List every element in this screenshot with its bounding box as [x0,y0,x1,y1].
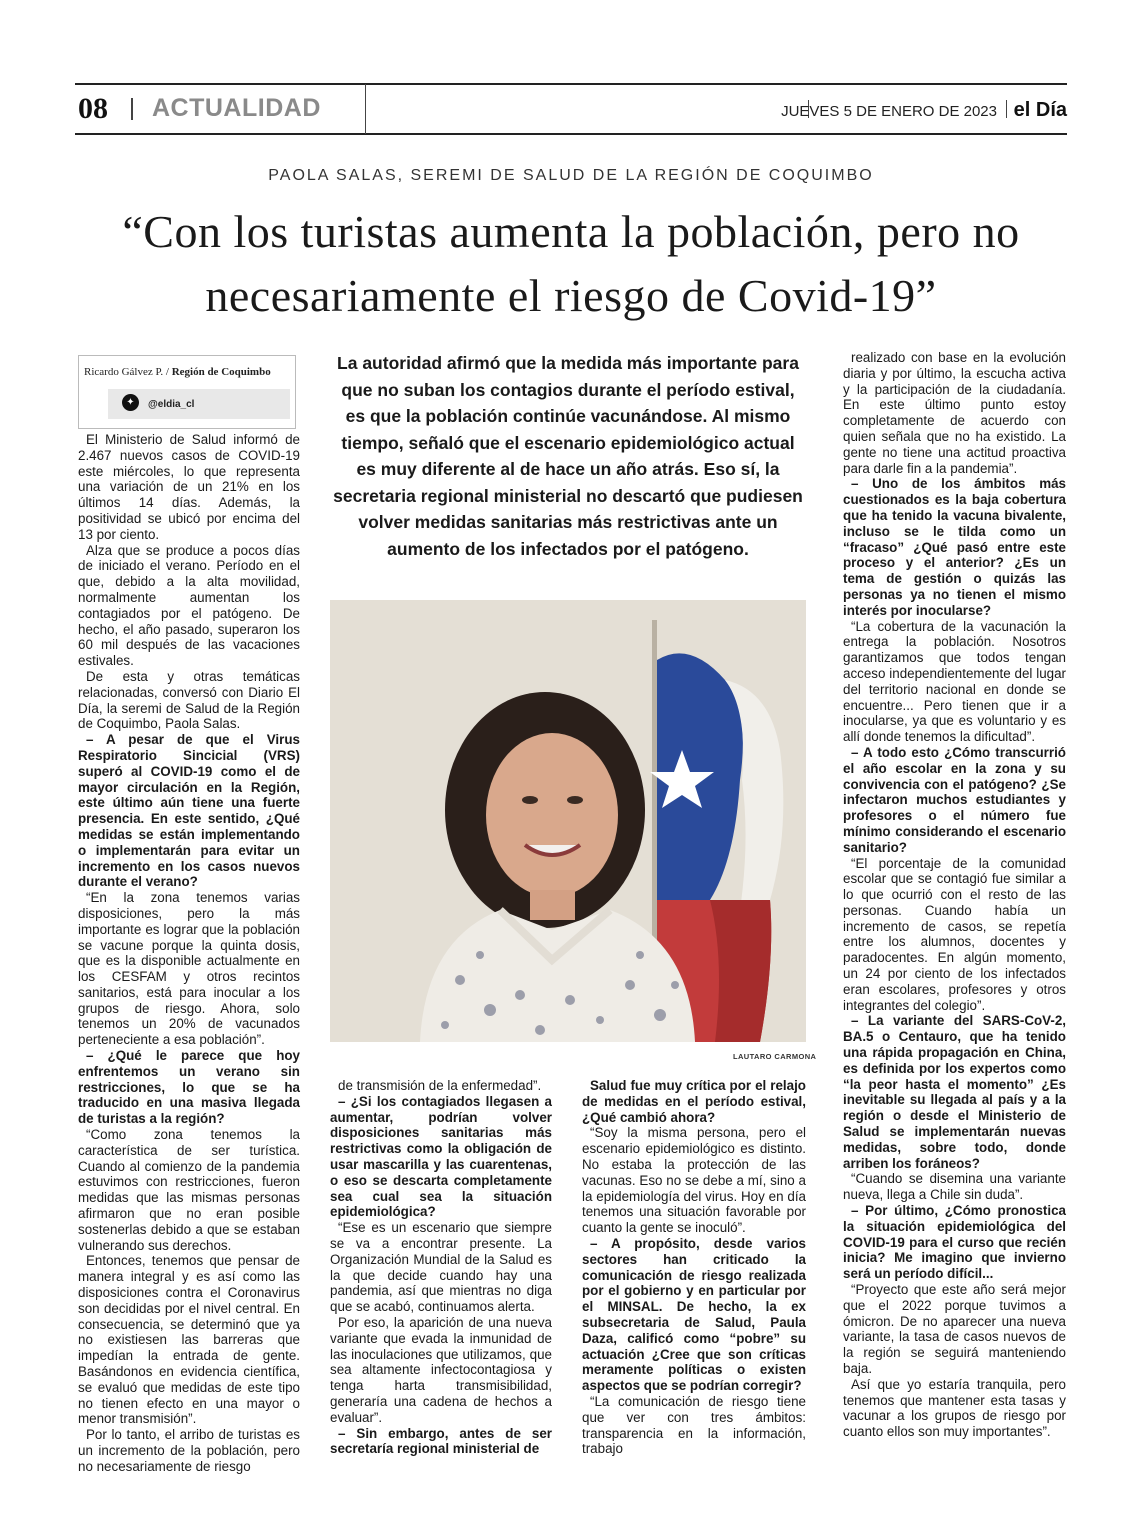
body-paragraph: Por lo tanto, el arribo de turistas es un incremento de la población, pero no necesariamente de riesgo [78,1427,300,1474]
body-column-1 [78,432,300,1475]
question-paragraph: – Por último, ¿Cómo pronostica la situación epidemiológica del COVID-19 para el curso que recién inicia? Me imagino que invierno será un período difícil... [843,1203,1066,1282]
lead-paragraph: La autoridad afirmó que la medida más importante para que no suban los contagios durante el período estival, es que la población continúe vacunándose. Al mismo tiempo, señaló que el escenario epidemiológico actual es muy diferente al de hace un año atrás. Eso sí, la secretaria regional ministerial no descartó que pudiesen volver medidas sanitarias más restrictivas ante un aumento de los infectados por el patógeno. [333,353,803,559]
body-paragraph: de transmisión de la enfermedad”. [338,1078,542,1093]
byline-region: Región de Coquimbo [171,366,271,378]
header-box-edge [365,84,366,134]
header-top-rule [75,83,1067,85]
body-paragraph: Alza que se produce a pocos días de iniciado el verano. Período en el que, debido a la alta movilidad, normalmente aumentan los contagiados por el patógeno. De hecho, el año pasado, superaron los 60 mil después de las vacaciones estivales. [78,542,300,669]
question-paragraph: – La variante del SARS-CoV-2, BA.5 o Centauro, que ha tenido una rápida propagación en China, es definida por los expertos como “la peor hasta el momento” ¿Es inevitable su llegada al país y a la región o desde el Ministerio de Salud se implementarán nuevas medidas, sobre todo, donde arriben los foráneos? [843,1013,1066,1171]
body-paragraph: “La comunicación de riesgo tiene que ver con tres ámbitos: transparencia en la información, trabajo [582,1393,806,1457]
question-paragraph: – A propósito, desde varios sectores han criticado la comunicación de riesgo realizada por el gobierno y en particular por el MINSAL. De hecho, la ex subsecretaria de Salud, Paula Daza, calificó como “pobre” su actuación ¿Cree que son críticas meramente políticas o existen aspectos que se podrían corregir? [582,1235,806,1394]
body-paragraph: Por eso, la aparición de una nueva variante que evada la inmunidad de las inoculaciones que utilizamos, que sea altamente infectocontagiosa y tenga harta transmisibilidad, generaría una cadena de hechos a evaluar”. [330,1314,552,1425]
body-paragraph: “Soy la misma persona, pero el escenario epidemiológico es distinto. No estaba la protección de las vacunas. Eso no se debe a mí, sino a la epidemiología del virus. Hoy en día tenemos una situación favorable por cuanto la gente se inoculó”. [582,1125,806,1236]
body-column-4 [843,350,1066,1440]
question-paragraph: – ¿Si los contagiados llegasen a aumentar, podrían volver disposiciones sanitarias más restrictivas como la obligación de usar mascarilla y las cuarentenas, o eso se descarta completamente sea cual sea la situación epidemiológica? [330,1093,552,1220]
body-paragraph: Entonces, tenemos que pensar de manera integral y es así como las disposiciones contra el Coronavirus son decididas por el nivel central. En consecuencia, se determinó que ya no existiesen las barreras que impedían la entrada de gente. Basándonos en evidencia científica, se evaluó que medidas de este tipo no tienen efecto en una mayor o menor transmisión”. [78,1253,300,1427]
body-paragraph: “Ese es un escenario que siempre se va a encontrar presente. La Organización Mundial de la Salud es la que decide cuando hay una pandemia, así que mientras no diga que se acabó, continuamos alerta. [330,1220,552,1315]
social-handle: @eldia_cl [148,399,195,410]
question-paragraph: – ¿Qué le parece que hoy enfrentemos un verano sin restricciones, lo que se ha traducido en una masiva llegada de turistas a la región? [78,1048,300,1127]
portrait-photo [330,600,806,1042]
headline: “Con los turistas aumenta la población, pero no necesariamente el riesgo de Covid-19” [122,206,1020,321]
question-paragraph: – A todo esto ¿Cómo transcurrió el año escolar en la zona y su convivencia con el patógeno? ¿Se infectaron muchos estudiantes y profesores o el número fue mínimo considerando el escenario sanitario? [843,744,1066,855]
portrait-illustration [330,600,806,1042]
byline [84,366,271,378]
body-paragraph: “Como zona tenemos la característica de ser turística. Cuando al comienzo de la pandemia estuvimos con restricciones, fueron medidas que las mismas personas afirmaron que no eran posible sostenerlas debido a que se estaban vulnerando sus derechos. [78,1127,300,1253]
body-paragraph: Así que yo estaría tranquila, pero tenemos que mantener esta tasas y vacunar a los grupos de riesgo por cuanto ellos son muy importantes”. [843,1376,1066,1440]
body-paragraph: “Cuando se disemina una variante nueva, llega a Chile sin duda”. [843,1171,1066,1203]
body-paragraph: realizado con base en la evolución diaria y por último, la escucha activa y la participación de la ciudadanía. En este último punto estoy completamente de acuerdo con quien señala que no ha existido. La gente no tiene una actitud proactiva para darle fin a la pandemia”. [843,350,1066,476]
header-divider [131,98,133,120]
body-paragraph: El Ministerio de Salud informó de 2.467 nuevos casos de COVID-19 este miércoles, lo que representa una variación de un 21% en los últimos 14 días. Además, la positividad se ubicó por encima del 13 por ciento. [78,432,300,542]
body-paragraph: De esta y otras temáticas relacionadas, conversó con Diario El Día, la seremi de Salud de la Región de Coquimbo, Paola Salas. [78,668,300,732]
question-paragraph: Salud fue muy crítica por el relajo de medidas en el período estival, ¿Qué cambió ahora? [582,1078,806,1125]
page-number: 08 [78,92,108,125]
body-paragraph: “Proyecto que este año será mejor que el 2022 porque tuvimos a ómicron. De no aparecer una nueva variante, la tasa de casos nuevos de la región se seguirá manteniendo baja. [843,1282,1066,1376]
photo-credit: LAUTARO CARMONA [733,1052,817,1061]
date-divider-right [1006,100,1007,118]
body-paragraph: “El porcentaje de la comunidad escolar que se contagió fue similar a lo que ocurrió con el resto de las personas. Cuando había un incremento de casos, se repetía entre los alumnos, docentes y paradocentes. En algún momento, un 24 por ciento de los infectados eran escolares, profesores y otros integrantes del colegio”. [843,855,1066,1013]
question-paragraph: – A pesar de que el Virus Respiratorio Sincicial (VRS) superó al COVID-19 como el de mayor circulación en la Región, este último aún tiene una fuerte presencia. En este sentido, ¿Qué medidas se están implementando o implementarán para evitar un incremento en los casos nuevos durante el verano? [78,732,300,890]
issue-date: JUEVES 5 DE ENERO DE 2023 [781,103,997,120]
twitter-icon: ✦ [122,394,139,411]
newspaper-logo: el Día [1013,99,1067,121]
body-column-2 [330,1078,552,1457]
question-paragraph: – Sin embargo, antes de ser secretaría regional ministerial de [330,1425,552,1457]
body-paragraph: “En la zona tenemos varias disposiciones, pero la más importante es lograr que la población se vacune porque la quinta dosis, que es la disponible actualmente en los CESFAM y otros recintos sanitarios, está para inocular a los grupos de riesgo. Ahora, solo tenemos un 20% de vacunados perteneciente a esa población”. [78,890,300,1048]
question-paragraph: – Uno de los ámbitos más cuestionados es la baja cobertura que ha tenido la vacuna bivalente, incluso se le tilda como un “fracaso” ¿Qué pasó entre este proceso y el anterior? ¿Es un tema de gestión o quizás las personas ya no tienen el mismo interés por inocularse? [843,476,1066,618]
body-column-3 [582,1078,806,1457]
section-name: ACTUALIDAD [152,94,321,122]
kicker: PAOLA SALAS, SEREMI DE SALUD DE LA REGIÓN DE COQUIMBO [268,167,874,184]
byline-author: Ricardo Gálvez P. / [84,366,169,378]
header-bottom-rule [75,133,1067,135]
body-paragraph: “La cobertura de la vacunación la entrega la población. Nosotros garantizamos que todos tengan acceso independientemente del lugar del territorio nacional en donde se encuentre... Pero tienen que ir a inocularse, ya que es voluntario y es allí donde tenemos la dificultad”. [843,618,1066,745]
